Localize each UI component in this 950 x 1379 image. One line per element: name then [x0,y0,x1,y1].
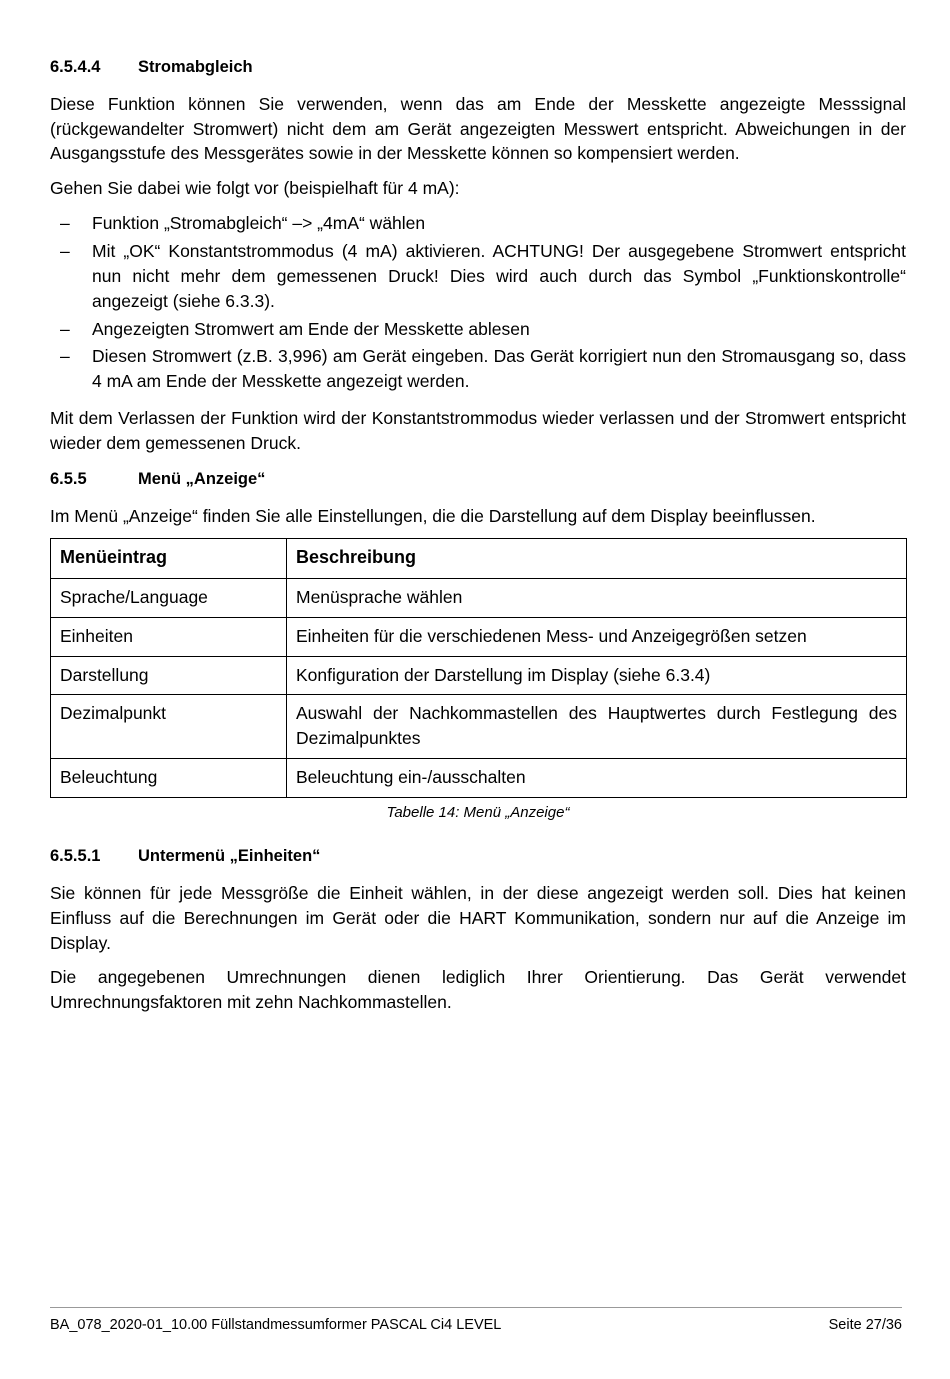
heading-title: Menü „Anzeige“ [138,469,266,488]
table-cell-beschreibung: Konfiguration der Darstellung im Display (siehe 6.3.4) [287,656,907,695]
list-item [50,211,906,236]
footer-page-number: Seite 27/36 [828,1317,902,1333]
table-cell-beschreibung: Auswahl der Nachkommastellen des Hauptwertes durch Festlegung des Dezimalpunktes [287,695,907,759]
list-item-text: Funktion „Stromabgleich“ –> „4mA“ wählen [92,213,426,234]
table-header-row [51,539,907,579]
list-item [50,239,906,314]
table-row [51,578,907,617]
table-header-beschreibung: Beschreibung [287,539,907,579]
dash-marker: – [60,346,70,367]
heading-number: 6.5.4.4 [50,58,101,76]
stromabgleich-steps-list [50,211,906,394]
page-footer [50,1307,902,1355]
heading-title: Stromabgleich [138,58,253,76]
paragraph-einheiten-1: Sie können für jede Messgröße die Einheit wählen, in der diese angezeigt werden soll. Dies hat keinen Einfluss auf die Berechnungen im Gerät oder die HART Kommunikation, sondern nur auf die Anzeige im Display. [50,882,906,953]
table-row [51,759,907,798]
table-cell-beschreibung: Menüsprache wählen [287,578,907,617]
heading-number: 6.5.5 [50,469,87,488]
heading-6-5-5 [50,470,906,490]
table-caption: Tabelle 14: Menü „Anzeige“ [386,804,570,822]
table-row [51,695,907,759]
table-cell-beschreibung: Beleuchtung ein-/ausschalten [287,759,907,798]
table-cell-menueintrag: Sprache/Language [51,578,287,617]
table-cell-beschreibung: Einheiten für die verschiedenen Mess- und Anzeigegrößen setzen [287,617,907,656]
paragraph-anzeige-intro: Im Menü „Anzeige“ finden Sie alle Einstellungen, die die Darstellung auf dem Display beeinflussen. [50,505,816,526]
heading-title: Untermenü „Einheiten“ [138,847,321,866]
dash-marker: – [60,318,70,339]
footer-document-id: BA_078_2020-01_10.00 Füllstandmessumformer PASCAL Ci4 LEVEL [50,1317,502,1333]
list-item-text: Angezeigten Stromwert am Ende der Messkette ablesen [92,318,530,339]
table-cell-menueintrag: Einheiten [51,617,287,656]
paragraph-einheiten-2: Die angegebenen Umrechnungen dienen lediglich Ihrer Orientierung. Das Gerät verwendet Umrechnungsfaktoren mit zehn Nachkommastellen. [50,967,906,1013]
menu-anzeige-table [50,538,907,798]
dash-marker: – [60,241,70,262]
table-header-menueintrag: Menüeintrag [51,539,287,579]
table-row [51,656,907,695]
list-item [50,344,906,394]
table-cell-menueintrag: Darstellung [51,656,287,695]
table-row [51,617,907,656]
page-content [50,58,906,1015]
heading-number: 6.5.5.1 [50,847,101,866]
list-item-text: Mit „OK“ Konstantstrommodus (4 mA) aktivieren. ACHTUNG! Der ausgegebene Stromwert entspricht nun nicht mehr dem gemessenen Druck! Dies wird auch durch das Symbol „Funktionskontrolle“ angezeigt (siehe 6.3.3). [92,241,906,311]
list-item [50,317,906,342]
heading-6-5-5-1 [50,847,906,867]
table-cell-menueintrag: Beleuchtung [51,759,287,798]
table-cell-menueintrag: Dezimalpunkt [51,695,287,759]
paragraph-verlassen-funktion: Mit dem Verlassen der Funktion wird der Konstantstrommodus wieder verlassen und der Stromwert entspricht wieder dem gemessenen Druck. [50,408,906,453]
heading-6-5-4-4 [50,58,906,78]
paragraph-vorgehen: Gehen Sie dabei wie folgt vor (beispielhaft für 4 mA): [50,178,460,199]
dash-marker: – [60,213,70,234]
list-item-text: Diesen Stromwert (z.B. 3,996) am Gerät eingeben. Das Gerät korrigiert nun den Stromausgang so, dass 4 mA am Ende der Messkette angezeigt werden. [92,346,906,392]
paragraph-stromabgleich-intro: Diese Funktion können Sie verwenden, wenn das am Ende der Messkette angezeigte Messsignal (rückgewandelter Stromwert) nicht dem am Gerät angezeigten Messwert entspricht. Abweichungen in der Ausgangsstufe des Messgerätes sowie in der Messkette können so kompensiert werden. [50,93,906,164]
